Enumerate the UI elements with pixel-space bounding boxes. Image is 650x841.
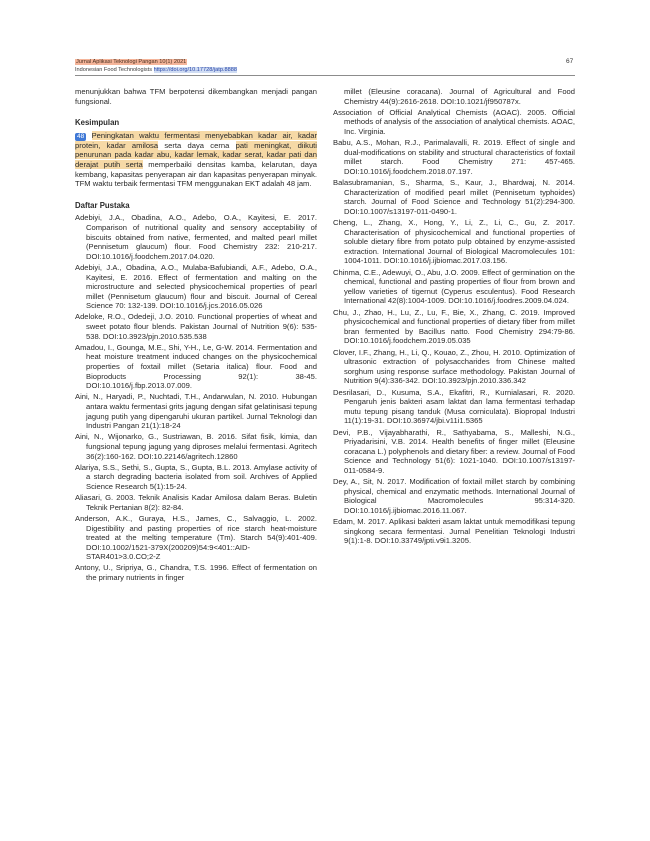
journal-society: Indonesian Food Technologists [75, 66, 154, 73]
reference-entry: Adebiyi, J.A., Obadina, A.O., Adebo, O.A., Kayitesi, E. 2017. Comparison of nutritional quality and sensory acceptability of biscuits obtained from native, fermented, and malted pearl millet (Pennisetum glaucum) flour. Food Chemistry 232: 210-217. DOI:10.1016/j.foodchem.2017.04.020. [75, 213, 317, 261]
reference-entry: Chu, J., Zhao, H., Lu, Z., Lu, F., Bie, X., Zhang, C. 2019. Improved physicochemical and functional properties of dietary fiber from millet bran fermented by Bacillus natto. Food Chemistry 294:79-86. DOI:10.1016/j.foodchem.2019.05.035 [333, 307, 575, 346]
reference-entry: Clover, I.F., Zhang, H., Li, Q., Kouao, Z., Zhou, H. 2010. Optimization of ultrasonic extraction of polysaccharides from Chinese malted sorghum using response surface methodology. Pakistan Journal of Nutrition 9(4):336-342. DOI:10.3923/pjn.2010.336.342 [333, 347, 575, 386]
reference-entry: Anderson, A.K., Guraya, H.S., James, C., Salvaggio, L. 2002. Digestibility and pasting properties of rice starch heat-moisture treated at the melting temperature (Tm). Starch 54(9):401-409. DOI:10.1002/1521-379X(200209)54:9<401::AID-STAR401>3.0.CO;2-Z [75, 513, 317, 562]
conclusion-paragraph [75, 131, 317, 189]
references-heading: Daftar Pustaka [75, 200, 130, 210]
reference-entry: Alariya, S.S., Sethi, S., Gupta, S., Gupta, B.L. 2013. Amylase activity of a starch degrading bacteria isolated from soil. Archives of Applied Science Research 5(1):15-24. [75, 462, 317, 491]
highlighted-text[interactable]: pati meningkat, diikuti penurunan pada kadar abu, kadar lemak, kadar serat, kadar pati dan derajat putih serta [75, 140, 317, 169]
reference-entry: millet (Eleusine coracana). Journal of Agricultural and Food Chemistry 44(9):2616-2618. DOI:10.1021/jf950787x. [344, 87, 575, 106]
reference-entry: Cheng, L., Zhang, X., Hong, Y., Li, Z., Li, C., Gu, Z. 2017. Characterisation of physicochemical and functional properties of soluble dietary fibre from potato pulp obtained by enzyme-assisted extraction. International Journal of Biological Macromolecules 101: 1004-1011. DOI:10.1016/j.ijbiomac.2017.03.156. [333, 218, 575, 266]
reference-entry: Aliasari, G. 2003. Teknik Analisis Kadar Amilosa dalam Beras. Buletin Teknik Pertanian 8(2): 82-84. [75, 493, 317, 512]
page-number: 67 [566, 58, 574, 65]
reference-entry: Desrilasari, D., Kusuma, S.A., Ekafitri, R., Kurnialasari, R. 2020. Pengaruh jenis bakteri asam laktat dan lama fermentasi terhadap mutu tepung pisang tanduk (Musa corniculata). Biopropal Industri 11(1):19-31. DOI:10.36974/jbi.v11i1.5365 [333, 387, 575, 426]
intro-paragraph: menunjukkan bahwa TFM berpotensi dikembangkan menjadi pangan fungsional. [75, 87, 317, 106]
reference-entry: Dey, A., Sit, N. 2017. Modification of foxtail millet starch by combining physical, chemical and enzymatic methods. International Journal of Biological Macromolecules 95:314-320. DOI:10.1016/j.ijbiomac.2016.11.067. [333, 477, 575, 515]
conclusion-text: memperbaiki densitas kamba, kelarutan, daya kembang, kapasitas penyerapan air dan kapasitas penyerapan minyak. TFM waktu terbaik fermentasi TFM menggunakan EKT adalah 48 jam. [75, 159, 317, 189]
reference-entry: Balasubramanian, S., Sharma, S., Kaur, J., Bhardwaj, N. 2014. Characterization of modified pearl millet (Pennisetum typhoides) starch. Journal of Food Science and Technology 51(2):294-300. DOI:10.1007/s13197-011-0490-1. [333, 178, 575, 216]
left-column [75, 87, 317, 584]
journal-doi-link[interactable]: https://doi.org/10.17728/jatp.8888 [153, 66, 237, 73]
reference-entry: Antony, U., Sripriya, G., Chandra, T.S. 1996. Effect of fermentation on the primary nutrients in finger [75, 563, 317, 583]
reference-list [333, 87, 575, 546]
reference-entry: Aini, N., Wijonarko, G., Sustriawan, B. 2016. Sifat fisik, kimia, dan fungsional tepung jagung yang diproses melalui fermentasi. Agritech 36(2):160-162. DOI:10.22146/agritech.12860 [75, 432, 317, 461]
reference-entry: Devi, P.B., Vijayabharathi, R., Sathyabama, S., Malleshi, N.G., Priyadarisini, V.B. 2014. Health benefits of finger millet (Eleusine coracana L.) polyphenols and dietary fiber: a review. Journal of Food Science and Technology 51(6): 1021-1040. DOI:10.1007/s13197-011-0584-9. [333, 427, 575, 475]
journal-title: Jurnal Aplikasi Teknologi Pangan 10(1) 2021 [76, 59, 187, 65]
highlighted-text[interactable]: Peningkatan waktu fermentasi menyebabkan kadar air, kadar protein, kadar amilosa [75, 130, 317, 150]
journal-header [75, 59, 237, 74]
reference-entry: Adebiyi, J.A., Obadina, A.O., Mulaba-Bafubiandi, A.F., Adebo, O.A., Kayitesi, E. 2016. Effect of fermentation and malting on the microstructure and selected physicochemical properties of pearl millet (Pennisetum glaucum) flour and biscuit. Journal of Cereal Science 70: 132-139. DOI:10.1016/j.jcs.2016.05.026 [75, 262, 317, 311]
reference-entry: Babu, A.S., Mohan, R.J., Parimalavalli, R. 2019. Effect of single and dual-modifications on stability and structural characteristics of foxtail millet starch. Food Chemistry 271: 457-465. DOI:10.1016/j.foodchem.2018.07.197. [333, 138, 575, 176]
reference-entry: Edam, M. 2017. Aplikasi bakteri asam laktat untuk memodifikasi tepung singkong secara fermentasi. Jurnal Penelitian Teknologi Industri 9(1):1-8. DOI:10.33749/jpti.v9i1.3205. [333, 517, 575, 546]
right-column [333, 87, 575, 547]
reference-entry: Amadou, I., Gounga, M.E., Shi, Y-H., Le, G-W. 2014. Fermentation and heat moisture treatment induced changes on the physicochemical properties of foxtail millet (Setaria italica) flour. Food and Bioproducts Processing 92(1): 38-45. DOI:10.1016/j.fbp.2013.07.009. [75, 342, 317, 391]
reference-list [75, 213, 317, 582]
reference-entry: Chinma, C.E., Adewuyi, O., Abu, J.O. 2009. Effect of germination on the chemical, functional and pasting properties of flour from brown and yellow varieties of tigernut (Cyperus esculentus). Food Research International 42(8):1004-1009. DOI:10.1016/j.foodres.2009.04.024. [333, 267, 575, 306]
conclusion-text: serta daya cerna [158, 140, 236, 150]
reference-entry: Adeloke, R.O., Odedeji, J.O. 2010. Functional properties of wheat and sweet potato flour blends. Pakistan Journal of Nutrition 9(6): 535-538. DOI:10.3923/pjn.2010.535.538 [75, 312, 317, 341]
header-divider [75, 75, 575, 76]
reference-entry: Association of Official Analytical Chemists (AOAC). 2005. Official methods of analysis of the association of analytical chemists. AOAC, Inc. Virginia. [333, 107, 575, 136]
journal-subtitle [75, 67, 237, 75]
comment-marker-icon[interactable]: 48 [77, 132, 85, 140]
reference-entry: Aini, N., Haryadi, P., Nuchtadi, T.H., Andarwulan, N. 2010. Hubungan antara waktu fermentasi grits jagung dengan sifat gelatinisasi tepung jagung putih yang dipengaruhi ukuran partikel. Jurnal Teknologi dan Industri Pangan 21(1):18-24 [75, 392, 317, 431]
conclusion-heading: Kesimpulan [75, 118, 120, 128]
